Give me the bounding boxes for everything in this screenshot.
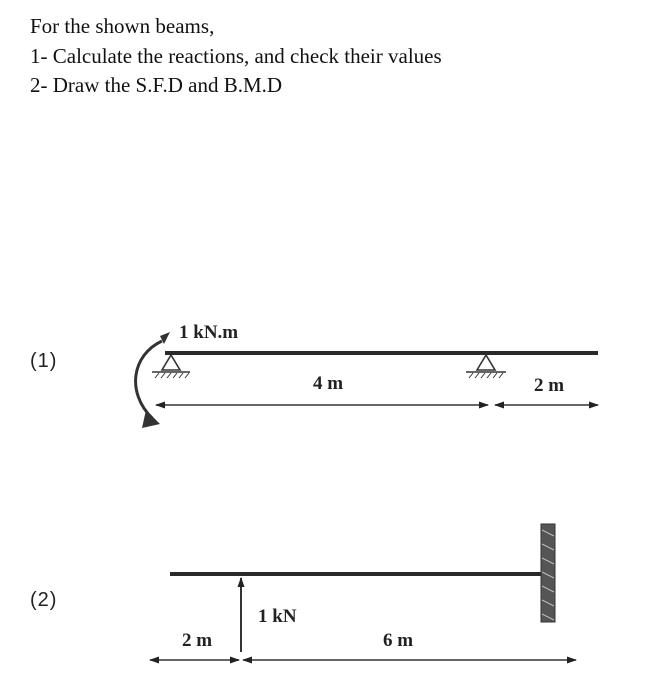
beam-2-diagram <box>150 524 576 660</box>
step-2-text: 2- Draw the S.F.D and B.M.D <box>30 73 283 97</box>
beam-1-pin-support-left <box>152 355 190 378</box>
beam-2-fixed-support <box>541 524 555 622</box>
beam-2-span-2-label: 6 m <box>383 630 414 651</box>
beam-2-label: (2) <box>30 589 58 611</box>
beam-1-diagram <box>136 322 598 428</box>
beam-1-pin-support-right <box>466 355 506 378</box>
step-1-text: 1- Calculate the reactions, and check their values <box>30 43 442 68</box>
beam-1-span-2-label: 2 m <box>534 375 565 396</box>
beam-1-label: (1) <box>30 350 58 372</box>
beam-2-span-1-label: 2 m <box>182 630 213 651</box>
beam-1-moment-label: 1 kN.m <box>179 322 239 343</box>
beam-2-load-label: 1 kN <box>258 606 297 627</box>
beam-1-applied-moment-icon <box>136 332 170 428</box>
beam-1-span-1-label: 4 m <box>313 373 344 394</box>
intro-text: For the shown beams, <box>30 14 215 38</box>
